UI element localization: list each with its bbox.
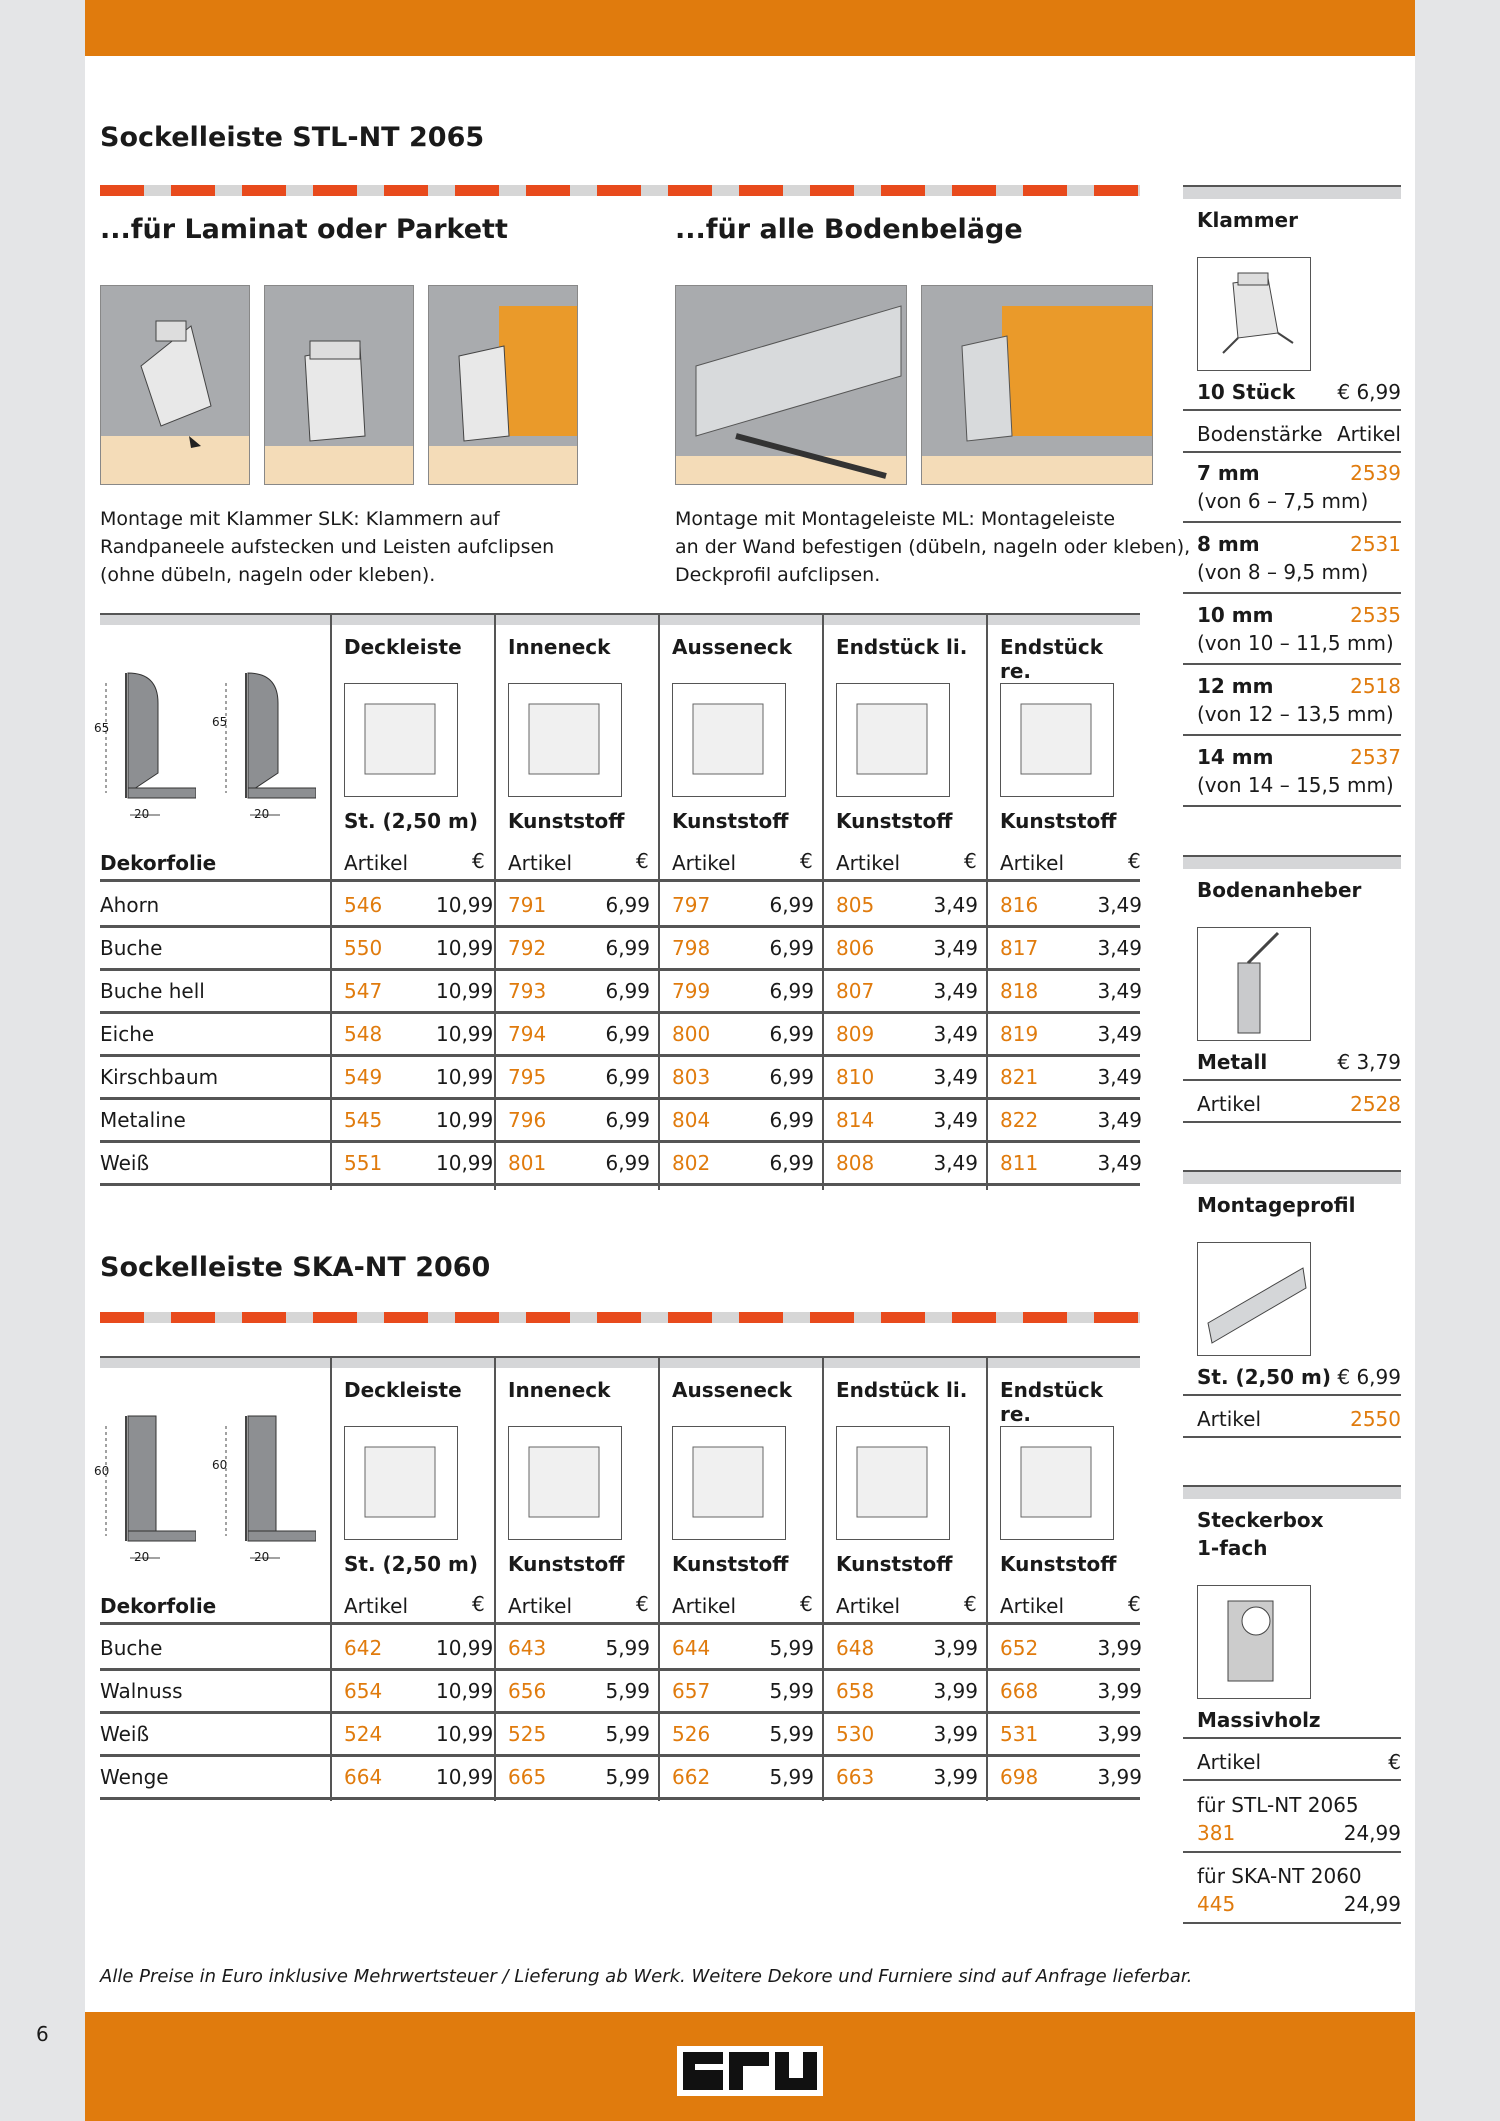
steckerbox-image: [1197, 1585, 1311, 1699]
stl-col-thumb-4: [1000, 683, 1114, 797]
stl-col-material-4: Kunststoff: [1000, 809, 1117, 833]
stl-row-art: 817: [1000, 936, 1039, 960]
ska-row-art: 526: [672, 1722, 711, 1746]
ska-row-art: 698: [1000, 1765, 1039, 1789]
ska-col-thumb-2: [672, 1426, 786, 1540]
ska-row-art: 656: [508, 1679, 547, 1703]
stl-col-material-0: St. (2,50 m): [344, 809, 478, 833]
klammer-row-size: 12 mm: [1197, 674, 1274, 698]
stl-row-art: 805: [836, 893, 875, 917]
steckerbox-title: Steckerbox: [1197, 1508, 1324, 1532]
install-step3-image: [428, 285, 578, 485]
stl-row-price: 6,99: [605, 936, 650, 960]
ska-col-thumb-4: [1000, 1426, 1114, 1540]
klammer-box: [1183, 185, 1401, 815]
stl-dim-height-1: 65: [94, 721, 110, 735]
stl-col-artikel-3: Artikel: [836, 851, 901, 875]
ska-row-price: 5,99: [769, 1722, 814, 1746]
ska-row-art: 642: [344, 1636, 383, 1660]
stl-row-art: 796: [508, 1108, 547, 1132]
ska-row-art: 643: [508, 1636, 547, 1660]
ska-header-line: [100, 1622, 1140, 1625]
ska-row-price: 5,99: [769, 1765, 814, 1789]
klammer-col-bodenstaerke: Bodenstärke: [1197, 422, 1323, 446]
stl-row: [100, 885, 1140, 928]
stl-row-price: 6,99: [605, 1108, 650, 1132]
left-description: Montage mit Klammer SLK: Klammern auf Randpaneele aufstecken und Leisten aufclipsen (ohne dübeln, nageln oder kleben).: [100, 508, 555, 586]
stl-col-head-2: Ausseneck: [672, 635, 793, 659]
bodenanheber-material: Metall: [1197, 1050, 1268, 1074]
stl-row-art: 819: [1000, 1022, 1039, 1046]
stl-row: [100, 1100, 1140, 1143]
stl-row-art: 799: [672, 979, 711, 1003]
montageleiste-image: [675, 285, 907, 485]
steckerbox-item1-art: 381: [1197, 1821, 1236, 1845]
ska-row-art: 663: [836, 1765, 875, 1789]
footnote: Alle Preise in Euro inklusive Mehrwertsteuer / Lieferung ab Werk. Weitere Dekore und Furniere sind auf Anfrage lieferbar.: [100, 1966, 1193, 1987]
stl-row-art: 809: [836, 1022, 875, 1046]
steckerbox-item2-label: für SKA-NT 2060: [1197, 1864, 1362, 1888]
stl-row: [100, 928, 1140, 971]
right-heading: ...für alle Bodenbeläge: [675, 214, 1023, 245]
stl-col-thumb-3: [836, 683, 950, 797]
ska-row-price: 3,99: [1097, 1722, 1142, 1746]
klammer-row-art: 2539: [1350, 461, 1401, 485]
ska-col-euro-4: €: [1128, 1592, 1141, 1616]
stl-col-euro-4: €: [1128, 849, 1141, 873]
klammer-row-art: 2518: [1350, 674, 1401, 698]
klammer-row-range: (von 12 – 13,5 mm): [1197, 702, 1394, 726]
montageprofil-art: 2550: [1350, 1407, 1401, 1431]
ska-dim-height-1: 60: [94, 1464, 110, 1478]
stl-row-art: 549: [344, 1065, 383, 1089]
stl-row-name: Buche hell: [100, 979, 205, 1003]
stl-row-art: 803: [672, 1065, 711, 1089]
steckerbox-subtitle: 1-fach: [1197, 1536, 1268, 1560]
stl-row-price: 3,49: [1097, 1022, 1142, 1046]
steckerbox-euro: €: [1388, 1750, 1401, 1774]
stl-row-price: 6,99: [605, 893, 650, 917]
stl-row-price: 10,99: [436, 1065, 494, 1089]
stl-row-art: 801: [508, 1151, 547, 1175]
stl-col-euro-1: €: [636, 849, 649, 873]
stl-row-price: 3,49: [933, 936, 978, 960]
klammer-row-size: 8 mm: [1197, 532, 1260, 556]
bodenanheber-box: [1183, 855, 1401, 1125]
stl-col-euro-3: €: [964, 849, 977, 873]
catalog-page: [85, 0, 1415, 2121]
stl-row-price: 10,99: [436, 1022, 494, 1046]
deckprofil-image: [921, 285, 1153, 485]
bottom-orange-band: [85, 2012, 1415, 2121]
ska-row-price: 5,99: [769, 1679, 814, 1703]
montageprofil-title: Montageprofil: [1197, 1193, 1356, 1217]
stl-row: [100, 1143, 1140, 1186]
stl-row: [100, 1057, 1140, 1100]
stl-col-material-3: Kunststoff: [836, 809, 953, 833]
stl-row-art: 547: [344, 979, 383, 1003]
stl-row-price: 3,49: [933, 1022, 978, 1046]
ska-row: [100, 1671, 1140, 1714]
ska-row-price: 10,99: [436, 1679, 494, 1703]
install-step2-image: [264, 285, 414, 485]
ska-row-art: 652: [1000, 1636, 1039, 1660]
stl-header-bar: [100, 613, 1140, 625]
ska-col-artikel-2: Artikel: [672, 1594, 737, 1618]
stl-row-price: 6,99: [769, 979, 814, 1003]
stl-row-art: 804: [672, 1108, 711, 1132]
ska-profile-drawing-2: [220, 1396, 316, 1576]
steckerbox-art-label: Artikel: [1197, 1750, 1262, 1774]
stl-col-thumb-1: [508, 683, 622, 797]
steckerbox-material: Massivholz: [1197, 1708, 1321, 1732]
ska-row-art: 524: [344, 1722, 383, 1746]
stl-col-artikel-4: Artikel: [1000, 851, 1065, 875]
stl-col-head-3: Endstück li.: [836, 635, 968, 659]
ska-col-head-4: Endstück re.: [1000, 1378, 1104, 1426]
stl-row-price: 3,49: [933, 979, 978, 1003]
stl-row: [100, 1014, 1140, 1057]
stl-row-price: 6,99: [769, 1065, 814, 1089]
stl-row-price: 10,99: [436, 893, 494, 917]
stl-row-art: 821: [1000, 1065, 1039, 1089]
klammer-col-artikel: Artikel: [1336, 422, 1401, 446]
stl-row-price: 10,99: [436, 936, 494, 960]
steckerbox-item2-art: 445: [1197, 1892, 1236, 1916]
stl-dim-width-1: 20: [134, 807, 150, 821]
klammer-row-range: (von 8 – 9,5 mm): [1197, 560, 1369, 584]
ska-row-art: 665: [508, 1765, 547, 1789]
section1-title: Sockelleiste STL-NT 2065: [100, 122, 485, 153]
stl-col-material-1: Kunststoff: [508, 809, 625, 833]
ska-col-material-3: Kunststoff: [836, 1552, 953, 1576]
ska-dim-width-1: 20: [134, 1550, 150, 1564]
steckerbox-box: [1183, 1485, 1401, 1925]
ska-nt-2060-table: [94, 1356, 1142, 1801]
ska-row-price: 3,99: [933, 1765, 978, 1789]
bodenanheber-art: 2528: [1350, 1092, 1401, 1116]
klammer-row-range: (von 6 – 7,5 mm): [1197, 489, 1369, 513]
klammer-row-line: [1183, 734, 1401, 736]
klammer-row-line: [1183, 592, 1401, 594]
ska-row-price: 3,99: [1097, 1679, 1142, 1703]
page-number: 6: [36, 2022, 49, 2046]
section2-stripe: [100, 1312, 1140, 1323]
ska-row-price: 3,99: [1097, 1636, 1142, 1660]
steckerbox-item2-price: 24,99: [1343, 1892, 1401, 1916]
stl-row-art: 546: [344, 893, 383, 917]
ska-col-material-1: Kunststoff: [508, 1552, 625, 1576]
montageprofil-art-label: Artikel: [1197, 1407, 1262, 1431]
ska-col-artikel-1: Artikel: [508, 1594, 573, 1618]
klammer-row-range: (von 10 – 11,5 mm): [1197, 631, 1394, 655]
stl-row-art: 818: [1000, 979, 1039, 1003]
stl-col-artikel-2: Artikel: [672, 851, 737, 875]
stl-row-price: 6,99: [605, 1022, 650, 1046]
montageprofil-box: [1183, 1170, 1401, 1440]
stl-row-price: 3,49: [933, 1065, 978, 1089]
ska-row-price: 3,99: [1097, 1765, 1142, 1789]
ska-col-head-2: Ausseneck: [672, 1378, 793, 1402]
stl-row-price: 6,99: [605, 1065, 650, 1089]
ska-col-thumb-1: [508, 1426, 622, 1540]
stl-row-art: 550: [344, 936, 383, 960]
stl-dim-width-2: 20: [254, 807, 270, 821]
stl-profile-drawing-2: [220, 653, 316, 833]
stl-row-price: 3,49: [933, 1108, 978, 1132]
ska-row-price: 3,99: [933, 1722, 978, 1746]
ska-row-art: 644: [672, 1636, 711, 1660]
stl-row-price: 3,49: [1097, 1108, 1142, 1132]
ska-row-price: 3,99: [933, 1679, 978, 1703]
ska-row-price: 5,99: [605, 1722, 650, 1746]
stl-header-line: [100, 879, 1140, 882]
stl-row-price: 6,99: [769, 1108, 814, 1132]
ska-row-price: 10,99: [436, 1636, 494, 1660]
stl-row-price: 6,99: [605, 979, 650, 1003]
steckerbox-item1-label: für STL-NT 2065: [1197, 1793, 1359, 1817]
top-orange-band: [85, 0, 1415, 56]
ska-row-art: 668: [1000, 1679, 1039, 1703]
stl-col-thumb-0: [344, 683, 458, 797]
section2-title: Sockelleiste SKA-NT 2060: [100, 1252, 491, 1283]
ska-col-euro-0: €: [472, 1592, 485, 1616]
ska-row-price: 5,99: [769, 1636, 814, 1660]
stl-row-art: 793: [508, 979, 547, 1003]
stl-row-price: 3,49: [1097, 936, 1142, 960]
klammer-pack: 10 Stück: [1197, 380, 1296, 404]
stl-row-art: 792: [508, 936, 547, 960]
klammer-row-size: 10 mm: [1197, 603, 1274, 627]
stl-col-material-2: Kunststoff: [672, 809, 789, 833]
ska-col-head-1: Inneneck: [508, 1378, 611, 1402]
stl-dekor-label: Dekorfolie: [100, 851, 217, 875]
ska-row-art: 654: [344, 1679, 383, 1703]
ska-col-material-2: Kunststoff: [672, 1552, 789, 1576]
ska-row-art: 648: [836, 1636, 875, 1660]
stl-row-art: 795: [508, 1065, 547, 1089]
ska-col-euro-2: €: [800, 1592, 813, 1616]
stl-row-art: 802: [672, 1151, 711, 1175]
stl-col-head-4: Endstück re.: [1000, 635, 1104, 683]
stl-row-art: 545: [344, 1108, 383, 1132]
stl-col-artikel-1: Artikel: [508, 851, 573, 875]
stl-row-name: Ahorn: [100, 893, 160, 917]
stl-row-price: 6,99: [769, 1151, 814, 1175]
stl-col-euro-0: €: [472, 849, 485, 873]
ska-dim-width-2: 20: [254, 1550, 270, 1564]
klammer-row-size: 7 mm: [1197, 461, 1260, 485]
klammer-row-art: 2535: [1350, 603, 1401, 627]
ska-row-price: 10,99: [436, 1765, 494, 1789]
stl-col-head-0: Deckleiste: [344, 635, 462, 659]
klammer-row-range: (von 14 – 15,5 mm): [1197, 773, 1394, 797]
ska-row-price: 5,99: [605, 1765, 650, 1789]
klammer-row-size: 14 mm: [1197, 745, 1274, 769]
stl-row-price: 10,99: [436, 1108, 494, 1132]
stl-row-art: 806: [836, 936, 875, 960]
stl-row-price: 3,49: [933, 893, 978, 917]
klammer-price: € 6,99: [1337, 380, 1401, 404]
stl-row-art: 822: [1000, 1108, 1039, 1132]
stl-row-name: Metaline: [100, 1108, 186, 1132]
stl-row-price: 6,99: [769, 893, 814, 917]
klammer-row-art: 2537: [1350, 745, 1401, 769]
ska-row: [100, 1757, 1140, 1800]
ska-row-name: Buche: [100, 1636, 163, 1660]
install-step1-image: [100, 285, 250, 485]
stl-row-name: Kirschbaum: [100, 1065, 219, 1089]
bodenanheber-price: € 3,79: [1337, 1050, 1401, 1074]
ska-col-euro-3: €: [964, 1592, 977, 1616]
klammer-row-art: 2531: [1350, 532, 1401, 556]
steckerbox-item1-price: 24,99: [1343, 1821, 1401, 1845]
stl-row-art: 548: [344, 1022, 383, 1046]
ska-col-material-4: Kunststoff: [1000, 1552, 1117, 1576]
ska-row-price: 5,99: [605, 1636, 650, 1660]
right-description: Montage mit Montageleiste ML: Montageleiste an der Wand befestigen (dübeln, nageln oder kleben), Deckprofil aufclipsen.: [675, 508, 1191, 586]
stl-row-art: 798: [672, 936, 711, 960]
montageprofil-image: [1197, 1242, 1311, 1356]
ska-row-art: 662: [672, 1765, 711, 1789]
stl-row-price: 3,49: [1097, 1151, 1142, 1175]
bodenanheber-image: [1197, 927, 1311, 1041]
stl-row-price: 3,49: [1097, 1065, 1142, 1089]
stl-row-art: 808: [836, 1151, 875, 1175]
stl-row-art: 811: [1000, 1151, 1039, 1175]
bodenanheber-title: Bodenanheber: [1197, 878, 1362, 902]
stl-row-name: Buche: [100, 936, 163, 960]
ska-row-name: Wenge: [100, 1765, 169, 1789]
ska-dekor-label: Dekorfolie: [100, 1594, 217, 1618]
ska-col-head-3: Endstück li.: [836, 1378, 968, 1402]
ska-col-euro-1: €: [636, 1592, 649, 1616]
stl-profile-drawing-1: [100, 653, 196, 833]
ska-col-artikel-0: Artikel: [344, 1594, 409, 1618]
stl-dim-height-2: 65: [212, 715, 228, 729]
stl-row-name: Weiß: [100, 1151, 150, 1175]
montageprofil-price: € 6,99: [1337, 1365, 1401, 1389]
ska-col-material-0: St. (2,50 m): [344, 1552, 478, 1576]
ska-row-name: Walnuss: [100, 1679, 183, 1703]
ska-row: [100, 1714, 1140, 1757]
stl-row-price: 6,99: [605, 1151, 650, 1175]
stl-row-art: 791: [508, 893, 547, 917]
stl-row-art: 800: [672, 1022, 711, 1046]
montageprofil-material: St. (2,50 m): [1197, 1365, 1331, 1389]
ska-row-art: 531: [1000, 1722, 1039, 1746]
stl-col-thumb-2: [672, 683, 786, 797]
ska-col-thumb-0: [344, 1426, 458, 1540]
ska-row-art: 530: [836, 1722, 875, 1746]
klammer-row-line: [1183, 663, 1401, 665]
left-heading: ...für Laminat oder Parkett: [100, 214, 508, 245]
ska-row-art: 525: [508, 1722, 547, 1746]
stl-row-price: 3,49: [1097, 893, 1142, 917]
stl-row-art: 814: [836, 1108, 875, 1132]
ska-profile-drawing-1: [100, 1396, 196, 1576]
stl-row-art: 797: [672, 893, 711, 917]
eru-logo: [675, 2038, 825, 2098]
stl-row-art: 794: [508, 1022, 547, 1046]
stl-row-price: 3,49: [933, 1151, 978, 1175]
ska-col-artikel-4: Artikel: [1000, 1594, 1065, 1618]
ska-row-art: 658: [836, 1679, 875, 1703]
ska-row: [100, 1628, 1140, 1671]
klammer-row-line: [1183, 805, 1401, 807]
ska-row-price: 5,99: [605, 1679, 650, 1703]
stl-row-name: Eiche: [100, 1022, 155, 1046]
klammer-image: [1197, 257, 1311, 371]
ska-row-price: 3,99: [933, 1636, 978, 1660]
bodenanheber-art-label: Artikel: [1197, 1092, 1262, 1116]
stl-row-price: 3,49: [1097, 979, 1142, 1003]
stl-row-art: 810: [836, 1065, 875, 1089]
stl-row-price: 10,99: [436, 979, 494, 1003]
stl-row-price: 10,99: [436, 1151, 494, 1175]
stl-col-artikel-0: Artikel: [344, 851, 409, 875]
ska-row-price: 10,99: [436, 1722, 494, 1746]
stl-col-euro-2: €: [800, 849, 813, 873]
stl-row-art: 551: [344, 1151, 383, 1175]
stl-row-price: 6,99: [769, 936, 814, 960]
ska-col-head-0: Deckleiste: [344, 1378, 462, 1402]
stl-row-price: 6,99: [769, 1022, 814, 1046]
stl-col-head-1: Inneneck: [508, 635, 611, 659]
ska-col-artikel-3: Artikel: [836, 1594, 901, 1618]
klammer-row-line: [1183, 521, 1401, 523]
ska-dim-height-2: 60: [212, 1458, 228, 1472]
ska-header-bar: [100, 1356, 1140, 1368]
ska-row-name: Weiß: [100, 1722, 150, 1746]
klammer-title: Klammer: [1197, 208, 1298, 232]
stl-row-art: 816: [1000, 893, 1039, 917]
section1-stripe: [100, 185, 1140, 196]
stl-nt-2065-table: [94, 613, 1142, 1190]
stl-row: [100, 971, 1140, 1014]
ska-row-art: 657: [672, 1679, 711, 1703]
stl-row-art: 807: [836, 979, 875, 1003]
ska-col-thumb-3: [836, 1426, 950, 1540]
ska-row-art: 664: [344, 1765, 383, 1789]
